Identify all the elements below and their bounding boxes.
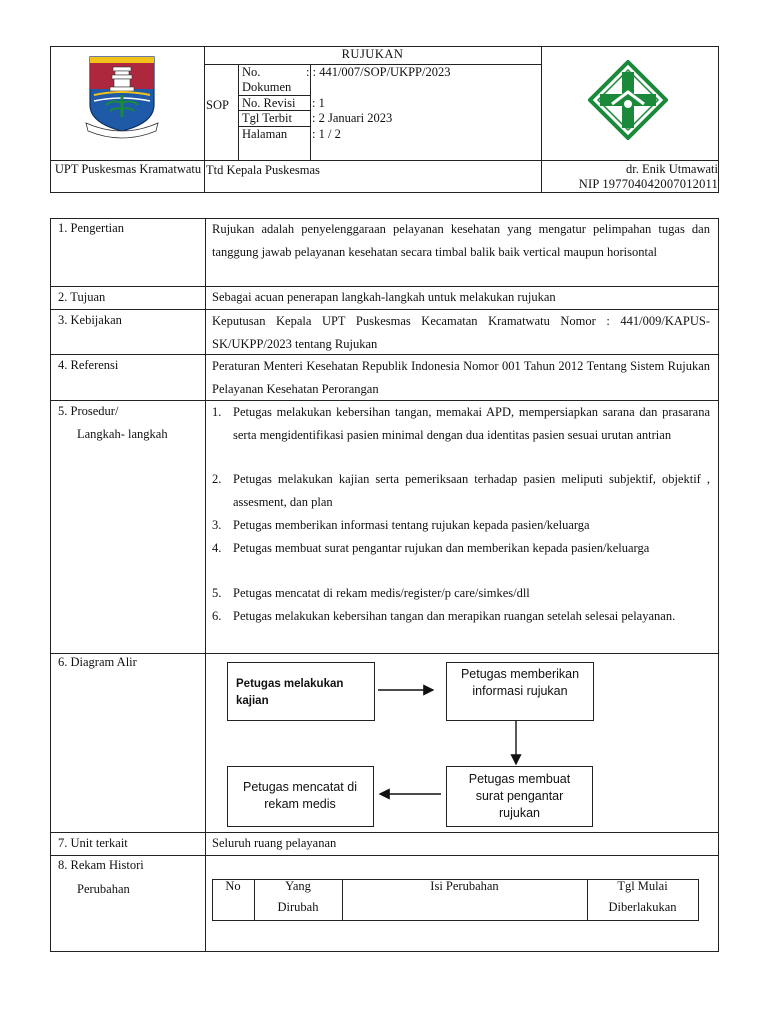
history-col-tgl-mulai: Tgl Mulai (617, 879, 668, 893)
row-label-rekam-histori: 8. Rekam Histori (58, 858, 144, 872)
history-col-yang: Yang (285, 879, 311, 893)
list-item (212, 582, 710, 605)
org-name: UPT Puskesmas Kramatwatu (54, 162, 202, 176)
head-nip: NIP 197704042007012011 (578, 177, 718, 191)
field-label-halaman: Halaman (242, 127, 288, 141)
field-value-halaman: : 1 / 2 (312, 127, 341, 141)
list-item-text: Petugas melakukan kajian serta pemeriksaan terhadap pasien meliputi subjektif, objektif , assesment, dan plan (233, 472, 710, 509)
field-value-tgl-terbit: : 2 Januari 2023 (312, 111, 393, 125)
list-item-number: 2. (212, 472, 222, 486)
row-text-pengertian: Rujukan adalah penyelenggaraan pelayanan kesehatan yang mengatur pelimpahan tugas dan tanggung jawab pelayanan kesehatan secara timbal balik baik vertical maupun horisontal (212, 222, 710, 259)
list-item-number: 4. (212, 541, 222, 555)
row-text-unit-terkait: Seluruh ruang pelayanan (212, 836, 337, 850)
row-label-referensi: 4. Referensi (58, 358, 119, 372)
row-label-perubahan: Perubahan (77, 882, 130, 896)
row-label-kebijakan: 3. Kebijakan (58, 313, 122, 327)
list-item (212, 468, 710, 513)
header-title: RUJUKAN (341, 47, 404, 61)
list-item-text: Petugas melakukan kebersihan tangan, memakai APD, mempersiapkan sarana dan prasarana serta mengidentifikasi pasien minimal dengan dua identitas pasien sesuai urutan antrian (233, 405, 710, 442)
list-item-number: 5. (212, 586, 222, 600)
row-text-kebijakan: Keputusan Kepala UPT Puskesmas Kecamatan Kramatwatu Nomor : 441/009/KAPUS-SK/UKPP/2023 tentang Rujukan (212, 314, 710, 351)
field-label-tgl-terbit: Tgl Terbit (242, 111, 292, 125)
field-value-no-dokumen: : : 441/007/SOP/UKPP/2023 (306, 65, 451, 79)
list-item-text: Petugas melakukan kebersihan tangan dan merapikan ruangan setelah selesai pelayanan. (233, 609, 676, 623)
row-label-unit-terkait: 7. Unit terkait (58, 836, 128, 850)
list-item (212, 537, 710, 560)
list-item-number: 1. (212, 405, 222, 419)
row-label-diagram-alir: 6. Diagram Alir (58, 655, 137, 669)
row-label-tujuan: 2. Tujuan (58, 290, 106, 304)
row-text-referensi: Peraturan Menteri Kesehatan Republik Indonesia Nomor 001 Tahun 2012 Tentang Sistem Rujukan Pelayanan Kesehatan Perorangan (212, 359, 710, 396)
puskesmas-logo (588, 60, 668, 140)
list-item-text: Petugas mencatat di rekam medis/register/p care/simkes/dll (233, 586, 530, 600)
flow-box-surat-text: Petugas membuat surat pengantar rujukan (468, 772, 571, 820)
history-col-dirubah: Dirubah (277, 900, 319, 914)
flow-box-informasi-text: Petugas memberikan informasi rujukan (460, 667, 580, 698)
list-item-text: Petugas membuat surat pengantar rujukan dan memberikan kepada pasien/keluarga (233, 541, 650, 555)
field-label-no-revisi: No. Revisi (242, 96, 296, 110)
field-label-no-dokumen: No. Dokumen (242, 65, 292, 94)
list-item-text: Petugas memberikan informasi tentang rujukan kepada pasien/keluarga (233, 518, 590, 532)
row-label-pengertian: 1. Pengertian (58, 221, 124, 235)
sop-label: SOP (206, 98, 229, 112)
sign-label: Ttd Kepala Puskesmas (206, 163, 320, 177)
list-item (212, 401, 710, 446)
list-item (212, 605, 710, 628)
list-item-number: 6. (212, 609, 222, 623)
history-col-isi: Isi Perubahan (430, 879, 499, 893)
flow-arrows (205, 654, 718, 832)
head-name: dr. Enik Utmawati (626, 162, 718, 176)
list-item (212, 514, 710, 537)
history-col-no: No (225, 879, 241, 893)
history-col-diberlakukan: Diberlakukan (608, 900, 677, 914)
row-label-prosedur: 5. Prosedur/ (58, 404, 119, 418)
flow-box-rekam-text: Petugas mencatat di rekam medis (243, 780, 357, 811)
list-item-number: 3. (212, 518, 222, 532)
field-value-no-revisi: : 1 (312, 96, 325, 110)
row-text-tujuan: Sebagai acuan penerapan langkah-langkah untuk melakukan rujukan (212, 290, 556, 304)
banten-emblem-logo (84, 53, 160, 139)
flow-box-kajian-text: Petugas melakukan kajian (236, 678, 344, 707)
row-label-langkah: Langkah- langkah (77, 427, 168, 441)
